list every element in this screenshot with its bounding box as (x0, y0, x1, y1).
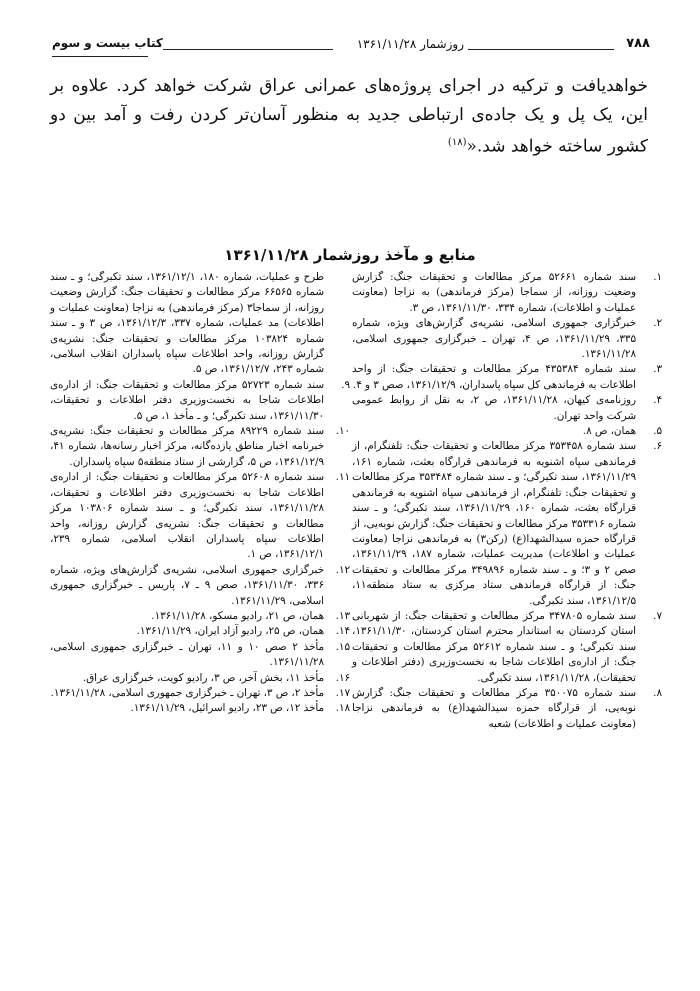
source-text: سند شماره ۵۲۶۰۸ مرکز مطالعات و تحقیقات جنگ: از اداره‌ی اطلاعات شاجا به نخست‌وزیری دفتر اطلاعات و تحقیقات، ۱۳۶۱/۱۱/۲۸، سند تکبرگی؛ و ـ سند شماره ۱۰۳۸۰۶ مرکز مطالعات و تحقیقات جنگ: نشریه‌ی گزارش روزانه، واحد اطلاعات سپاه پاسداران انقلاب اسلامی، شماره ۲۳۹، ۱۳۶۱/۱۲/۱، ص ۱. (50, 471, 324, 561)
source-text: سند شماره ۴۳۵۳۸۴ مرکز مطالعات و تحقیقات جنگ: از واحد اطلاعات به فرماندهی کل سپاه پاسداران، ۱۳۶۱/۱۲/۹، صص ۳ و ۴. (352, 363, 636, 391)
source-number: ۱۲. (335, 563, 350, 576)
source-item (50, 640, 350, 671)
source-text: سند شماره ۸۹۲۲۹ مرکز مطالعات و تحقیقات جنگ: نشریه‌ی خبرنامه اخبار مناطق یازده‌گانه، مرکز اخبار رسانه‌ها، شماره ۴۱، ۱۳۶۱/۱۲/۹، ص ۵، گزارشی از ستاد منطقه۵ سپاه پاسداران. (50, 425, 324, 468)
source-text: مأخذ ۲ صص ۱۰ و ۱۱، تهران ـ خبرگزاری جمهوری اسلامی، ۱۳۶۱/۱۱/۲۸. (50, 640, 324, 669)
source-number: ۹. (341, 378, 350, 391)
header-rule (468, 49, 614, 50)
source-number: ۴. (653, 394, 662, 407)
source-text: همان، ص ۲۱، رادیو مسکو، ۱۳۶۱/۱۱/۲۸. (151, 609, 324, 622)
source-text: سند شماره ۳۵۳۴۵۸ مرکز مطالعات و تحقیقات جنگ: تلفنگرام، از فرماندهی سپاه اشنویه به فرماندهی قرارگاه بعثت، شماره ۱۶۱، ۱۳۶۱/۱۱/۲۹، سند تکبرگی؛ و ـ سند شماره ۳۵۳۴۸۴ مرکز مطالعات و تحقیقات جنگ: تلفنگرام، از فرماندهی سپاه اشنویه به فرماندهی قرارگاه بعثت، شماره ۱۶۰، ۱۳۶۱/۱۱/۲۹، سند تکبرگی؛ و ـ سند شماره ۳۵۳۳۱۶ مرکز مطالعات و تحقیقات جنگ: گزارش نوبه‌یی، از قرارگاه حمزه سیدالشهدا(ع) (رکن۳) به فرماندهی نزاجا (معاونت عملیات و اطلاعات) مدیریت عملیات، شماره ۱۸۷، ۱۳۶۱/۱۱/۲۹، صص ۲ و ۳؛ و ـ سند شماره ۳۴۹۸۹۶ مرکز مطالعات و تحقیقات جنگ: از قرارگاه فرماندهی ستاد مرکزی به ستاد منطقه۱۱، ۱۳۶۱/۱۲/۵، سند تکبرگی. (352, 440, 637, 607)
header-rule (163, 49, 333, 50)
footnote-mark: (۱۸) (447, 137, 467, 148)
source-text: مأخذ ۱۲، ص ۲۳، رادیو اسرائیل، ۱۳۶۱/۱۱/۲۹. (130, 702, 324, 715)
source-text: سند شماره ۵۲۶۶۱ مرکز مطالعات و تحقیقات جنگ: گزارش وضعیت روزانه، از سماجا (مرکز فرماندهی) به نزاجا (معاونت عملیات و اطلاعات)، شماره ۳۳۴، ۱۳۶۱/۱۱/۳۰، ص ۳. (352, 271, 636, 314)
source-number: ۱۵. (335, 640, 350, 653)
source-number: ۱۷. (335, 686, 350, 699)
source-number: ۷. (653, 609, 662, 622)
source-number: ۸. (653, 686, 662, 699)
source-number: ۲. (653, 317, 662, 330)
source-number: ۱۰. (335, 425, 350, 438)
source-number: ۱. (653, 271, 662, 283)
source-item (50, 424, 350, 470)
source-item (352, 270, 662, 316)
body-paragraph (50, 72, 648, 161)
source-text: سند شماره ۳۵۰۰۷۵ مرکز مطالعات و تحقیقات جنگ: گزارش نوبه‌یی، از قرارگاه حمزه سیدالشهدا(ع) به فرماندهی نزاجا (معاونت عملیات و اطلاعات) شعبه (352, 686, 636, 730)
source-text: خبرگزاری جمهوری اسلامی، نشریه‌ی گزارش‌های ویژه، شماره ۳۳۵، ۱۳۶۱/۱۱/۲۹، ص ۴، تهران ـ خبرگزاری جمهوری اسلامی، ۱۳۶۱/۱۱/۲۸. (352, 317, 636, 361)
source-number: ۱۴. (335, 625, 350, 638)
source-item (352, 609, 662, 686)
source-number: ۱۸. (335, 702, 350, 715)
source-item (50, 671, 350, 686)
source-number: ۱۶. (335, 671, 350, 684)
sources-right-column (352, 270, 662, 732)
source-item (50, 609, 350, 624)
source-item (352, 686, 662, 732)
source-item (352, 316, 662, 362)
source-text: مأخذ ۲، ص ۳، تهران ـ خبرگزاری جمهوری اسلامی، ۱۳۶۱/۱۱/۲۸. (50, 686, 324, 699)
source-item (50, 563, 350, 609)
source-item (50, 701, 350, 716)
source-text: خبرگزاری جمهوری اسلامی، نشریه‌ی گزارش‌های ویژه، شماره ۳۳۶، ۱۳۶۱/۱۱/۳۰، صص ۹ ـ ۷، پاریس ـ خبرگزاری جمهوری اسلامی، ۱۳۶۱/۱۱/۲۹. (50, 563, 324, 607)
source-item (352, 393, 662, 424)
sources-title: منابع و مآخذ روزشمار ۱۳۶۱/۱۱/۲۸ (224, 246, 476, 264)
source-item (50, 624, 350, 639)
source-text: سند شماره ۵۲۷۲۳ مرکز مطالعات و تحقیقات جنگ: از اداره‌ی اطلاعات شاجا به نخست‌وزیری دفتر اطلاعات و تحقیقات، ۱۳۶۱/۱۱/۳۰، سند تکبرگی؛ و ـ مأخذ ۱، ص ۵. (50, 378, 324, 422)
book-title-underline (52, 56, 148, 57)
sources-left-column (50, 270, 350, 717)
source-number: ۵. (653, 425, 662, 438)
source-item (50, 378, 350, 424)
source-item-continuation: طرح و عملیات، شماره ۱۸۰، ۱۳۶۱/۱۲/۱، سند تکبرگی؛ و ـ سند شماره ۶۶۵۶۵ مرکز مطالعات و تحقیقات جنگ: گزارش وضعیت روزانه، از سماجا۳ (مرکز فرماندهی) به نزاجا (معاونت عملیات و اطلاعات) مد عملیات، شماره ۳۳۷، ۱۳۶۱/۱۲/۳، ص ۳ و ـ سند شماره ۱۰۳۸۲۴ مرکز مطالعات و تحقیقات جنگ: نشریه‌ی گزارش روزانه، واحد اطلاعات سپاه پاسداران انقلاب اسلامی، شماره ۲۴۳، ۱۳۶۱/۱۲/۷، ص ۵. (50, 271, 324, 376)
source-text: همان، ص ۲۵، رادیو آزاد ایران، ۱۳۶۱/۱۱/۲۹. (136, 625, 324, 638)
source-item (352, 439, 662, 608)
source-number: ۶. (653, 440, 662, 453)
source-item (50, 686, 350, 701)
source-item (50, 470, 350, 562)
source-item (352, 424, 662, 439)
running-header (52, 34, 650, 54)
source-number: ۱۳. (335, 609, 350, 622)
body-text: خواهدیافت و ترکیه در اجرای پروژه‌های عمرانی عراق شرکت خواهد کرد. علاوه بر این، یک پل و یک جاده‌ی ارتباطی جدید به منظور آسان‌تر کردن رفت و آمد بین دو کشور ساخته خواهد شد.« (50, 76, 648, 157)
source-text: همان، ص ۸. (582, 425, 636, 438)
source-text: سند شماره ۳۴۷۸۰۵ مرکز مطالعات و تحقیقات جنگ: از شهربانی استان کردستان به استاندار محترم استان کردستان، ۱۳۶۱/۱۱/۳۰، سند تکبرگی؛ و ـ سند شماره ۵۲۶۱۲ مرکز مطالعات و تحقیقات جنگ: از اداره‌ی اطلاعات شاجا به نخست‌وزیری (دفتر اطلاعات و تحقیقات)، ۱۳۶۱/۱۱/۲۸، سند تکبرگی. (352, 609, 637, 684)
source-number: ۱۱. (335, 471, 350, 484)
book-title: کتاب بیست و سوم (52, 36, 163, 50)
page-number: ۷۸۸ (626, 36, 650, 51)
header-date: روزشمار ۱۳۶۱/۱۱/۲۸ (356, 37, 464, 51)
source-item (352, 362, 662, 393)
source-text: مأخذ ۱۱، بخش آخر، ص ۳، رادیو کویت، خبرگزاری عراق. (82, 671, 324, 684)
source-number: ۳. (653, 363, 662, 376)
source-text: روزنامه‌ی کیهان، ۱۳۶۱/۱۱/۲۸، ص ۲، به نقل از روابط عمومی شرکت واحد تهران. (352, 394, 636, 422)
